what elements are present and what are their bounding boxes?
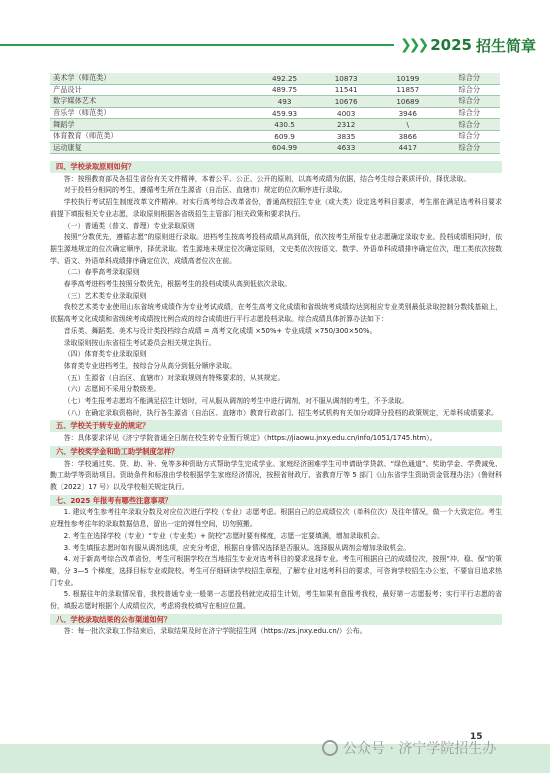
- watermark-text: 公众号 · 济宁学院招生办: [343, 741, 497, 757]
- header-title: 招生简章: [475, 36, 536, 55]
- score-cell: 492.25: [254, 73, 316, 84]
- major-name-cell: 舞蹈学: [50, 119, 254, 131]
- section-heading: 七、2025 年报考有哪些注意事项？: [50, 495, 502, 507]
- score-cell: 10199: [377, 73, 439, 84]
- paragraph: （三）艺术类专业录取原则: [63, 291, 147, 300]
- paragraph: （六）志愿间不采用分数级差。: [63, 385, 161, 394]
- score-cell: 3946: [377, 107, 439, 119]
- major-name-cell: 产品设计: [50, 84, 254, 96]
- paragraph: 1. 建议考生参考往年录取分数及对应位次进行学校（专业）志愿考虑。根据自己的总成绩位次（单科位次）及往年情况，做一个大致定位。考生应理性参考往年的录取数据信息，留出一定的弹性空间，切勿照搬。: [50, 508, 502, 529]
- score-cell: 459.93: [254, 107, 316, 119]
- score-cell: \: [377, 119, 439, 131]
- paragraph: （一）普通类（普文、普理）专业录取原则: [63, 221, 195, 230]
- paragraph: 音乐类、舞蹈类、美术与设计类投档综合成绩 = 高考文化成绩 ×50%+ 专业成绩 ×750/300×50%。: [63, 326, 377, 335]
- score-cell: 4417: [377, 142, 439, 154]
- score-cell: 489.75: [254, 84, 316, 96]
- score-cell: 综合分: [439, 142, 500, 154]
- table-row: [50, 142, 500, 154]
- section-heading: 六、学校奖学金和助工助学制度怎样？: [50, 446, 502, 458]
- score-cell: 综合分: [439, 107, 500, 119]
- table-row: [50, 84, 500, 96]
- table-row: [50, 107, 500, 119]
- table-row: [50, 73, 500, 84]
- score-cell: 3835: [315, 130, 377, 142]
- score-cell: 3866: [377, 130, 439, 142]
- score-cell: 2312: [315, 119, 377, 131]
- table-row: [50, 130, 500, 142]
- paragraph: 按照“分数优先，遵循志愿”的原则进行录取。进档考生按高考投档成绩从高到低，依次按考生所报专业志愿确定录取专业。投档成绩相同时，依据生源地规定的位次确定顺序，择优录取。若生源地未规定位次确定原则，文史类依次按语文、数学、外语单科成绩排序确定位次，理工类依次按数学、语文、外语单科成绩排序确定位次，成绩高者位次在前。: [50, 233, 502, 265]
- paragraph: （八）在确定录取资格时，执行各生源省（自治区、直辖市）教育行政部门、招生考试机构有关加分或降分投档的政策规定，无单科成绩要求。: [63, 408, 498, 417]
- major-name-cell: 美术学（师范类）: [50, 73, 254, 84]
- paragraph: 答：每一批次录取工作结束后，录取结果及时在济宁学院招生网（https://zs.jnxy.edu.cn/）公布。: [63, 627, 367, 636]
- score-cell: 604.99: [254, 142, 316, 154]
- score-cell: 综合分: [439, 96, 500, 108]
- paragraph: 答：学校通过奖、贷、助、补、免等多种资助方式帮助学生完成学业。家庭经济困难学生可申请助学贷款、“绿色通道”、奖助学金、学费减免、勤工助学等资助项目。资助条件和标准由学校根据学生家庭经济情况，按照省财政厅、省教育厅等 5 部门《山东省学生资助资金管理办法》（鲁财科教〔2022〕17 号）以及学校相关规定执行。: [50, 459, 502, 491]
- major-name-cell: 运动康复: [50, 142, 254, 154]
- paragraph: 2. 考生在选择学校（专业）“专业（专业类）+ 院校”志愿时要有梯度，志愿一定要填满，增加录取机会。: [63, 531, 384, 540]
- paragraph: （七）考生报考志愿均不能满足招生计划时，可从服从调剂的考生中进行调剂，对不服从调剂的考生，不予录取。: [63, 397, 409, 406]
- paragraph: 答：具体要求详见《济宁学院普通全日制在校生转专业暂行规定》（https://jiaowu.jnxy.edu.cn/info/1051/1745.htm）。: [63, 434, 437, 443]
- score-cell: 综合分: [439, 84, 500, 96]
- score-cell: 4633: [315, 142, 377, 154]
- paragraph: 5. 根据往年的录取情况看，我校普通专业一般第一志愿投档就完成招生计划，考生如果有意报考我校，最好第一志愿报考；实行平行志愿的省份，填报志愿时根据个人成绩位次，考虑将我校填写在相应位置。: [50, 590, 502, 611]
- paragraph: 春季高考进档考生按照分数优先，根据考生的投档成绩从高到低依次录取。: [63, 280, 292, 289]
- score-cell: 11541: [315, 84, 377, 96]
- score-cell: 综合分: [439, 130, 500, 142]
- double-chevron-icon: ❯❯❯: [400, 37, 427, 53]
- wechat-logo-icon: [322, 740, 338, 756]
- watermark: [322, 738, 496, 758]
- score-cell: 4003: [315, 107, 377, 119]
- header-year: 2025: [430, 36, 472, 54]
- section-heading: 八、学校录取结果的公布渠道如何？: [50, 614, 502, 626]
- table-row: [50, 119, 500, 131]
- score-cell: 493: [254, 96, 316, 108]
- score-cell: 综合分: [439, 73, 500, 84]
- score-cell: 10873: [315, 73, 377, 84]
- paragraph: 4. 对于新高考综合改革省份，考生可根据学校在当地招生专业对选考科目的要求选择专业。考生可根据自己的成绩位次，按照“冲、稳、保”的策略，分 3—5 个梯度，选择目标专业或院校。考生可仔细研读学校招生章程，了解专业对选考科目的要求，可咨询学校招生办公室，不要盲目追求热门专业。: [50, 555, 502, 587]
- header-title-box: [394, 34, 550, 56]
- paragraph: 对于投档分相同的考生，遵循考生所在生源省（自治区、直辖市）规定的位次顺序进行录取。: [63, 186, 347, 195]
- page-number: 15: [470, 732, 483, 742]
- major-name-cell: 数字媒体艺术: [50, 96, 254, 108]
- table-row: [50, 96, 500, 108]
- admission-score-table: [50, 73, 500, 154]
- paragraph: 我校艺术类专业使用山东省统考成绩作为专业考试成绩，在考生高考文化成绩和省级统考成绩均达到相应专业类别最低录取控制分数线基础上，依据高考文化成绩和省级统考成绩按比例合成的综合成绩进行平行志愿投档录取。综合成绩具体折算办法如下：: [50, 303, 502, 324]
- score-cell: 10676: [315, 96, 377, 108]
- score-cell: 609.9: [254, 130, 316, 142]
- paragraph: 答：按照教育部及各招生省份有关文件精神，本着公平、公正、公开的原则，以高考成绩为依据，结合考生综合素质评价，择优录取。: [63, 174, 471, 183]
- section-heading: 四、学校录取原则如何？: [50, 161, 502, 173]
- paragraph: （五）生源省（自治区、直辖市）对录取规则有特殊要求的，从其规定。: [63, 373, 285, 382]
- page-content: [50, 160, 502, 638]
- paragraph: 3. 考生填报志愿时如有服从调剂选项，应充分考虑，根据自身情况选择是否服从。选择服从调剂会增加录取机会。: [63, 543, 411, 552]
- paragraph: （二）春季高考录取原则: [63, 268, 140, 277]
- major-name-cell: 体育教育（师范类）: [50, 130, 254, 142]
- page-header: [0, 30, 550, 58]
- paragraph: 体育类专业进档考生，按综合分从高分到低分顺序录取。: [63, 361, 237, 370]
- major-name-cell: 音乐学（师范类）: [50, 107, 254, 119]
- paragraph: 录取原则按山东省招生考试委员会相关规定执行。: [63, 338, 216, 347]
- paragraph: 学校执行考试招生制度改革文件精神。对实行高考综合改革省份，普通高校招生专业（或大类）设定选考科目要求，考生需在满足选考科目要求前提下填报相关专业志愿，录取原则根据各省级招生主管部门相关政策和要求执行。: [50, 198, 502, 218]
- score-cell: 10689: [377, 96, 439, 108]
- score-cell: 综合分: [439, 119, 500, 131]
- score-cell: 430.5: [254, 119, 316, 131]
- score-cell: 11857: [377, 84, 439, 96]
- section-heading: 五、学校关于转专业的规定？: [50, 420, 502, 432]
- paragraph: （四）体育类专业录取原则: [63, 350, 147, 359]
